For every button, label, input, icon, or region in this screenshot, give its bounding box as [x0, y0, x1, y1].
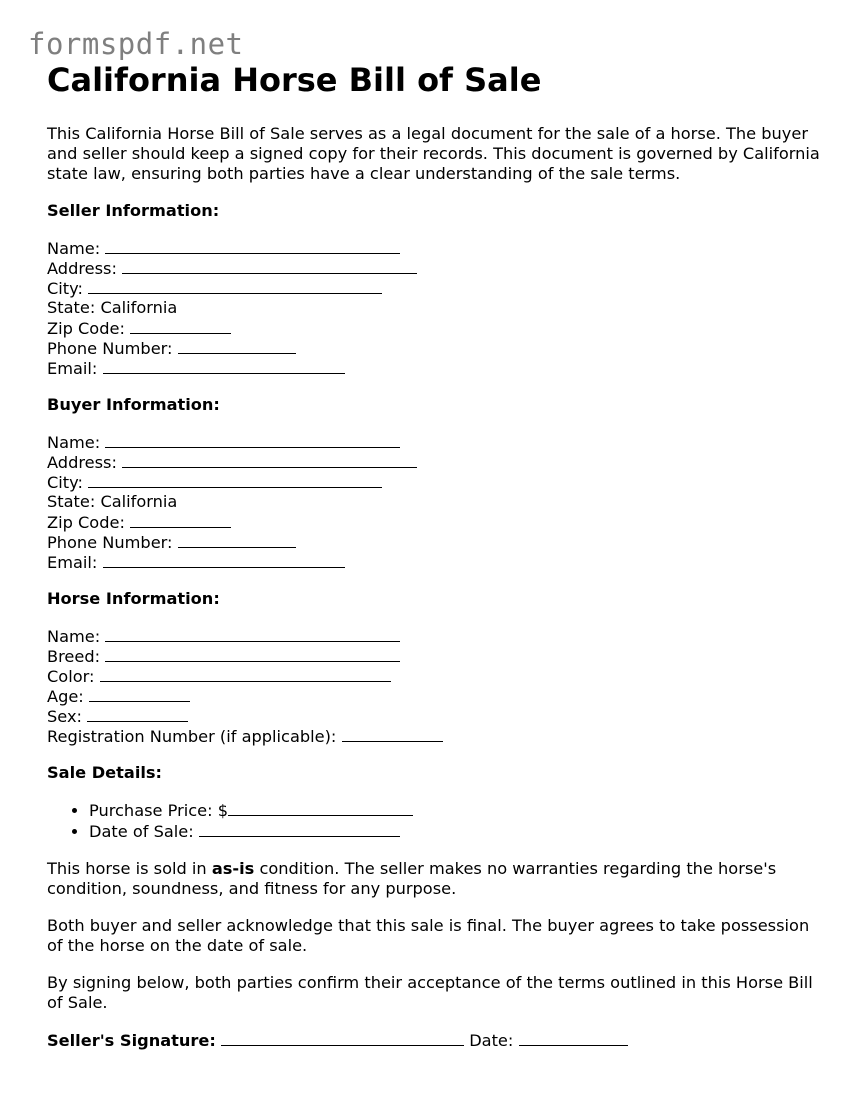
horse-fields — [47, 626, 827, 746]
seller-email-label: Email: — [47, 359, 98, 378]
seller-email-row — [47, 358, 827, 378]
horse-age-field[interactable] — [89, 686, 190, 702]
condition-text-after: condition. The seller makes no warranties regarding the horse's condition, soundness, and fitness for any purpose. — [47, 859, 777, 898]
horse-registration-field[interactable] — [342, 726, 443, 742]
horse-color-row — [47, 666, 827, 686]
seller-state-row — [47, 298, 827, 318]
horse-name-label: Name: — [47, 627, 101, 646]
seller-signature-date-label: Date: — [469, 1031, 514, 1050]
horse-age-label: Age: — [47, 687, 84, 706]
horse-sex-row — [47, 706, 827, 726]
seller-name-field[interactable] — [105, 238, 400, 254]
condition-text-before: This horse is sold in — [47, 859, 212, 878]
horse-color-label: Color: — [47, 667, 95, 686]
buyer-email-row — [47, 552, 827, 572]
purchase-price-field[interactable] — [228, 800, 413, 816]
as-is-emphasis: as-is — [211, 859, 255, 878]
sale-heading: Sale Details: — [47, 763, 163, 782]
seller-address-field[interactable] — [122, 258, 417, 274]
horse-breed-field[interactable] — [105, 646, 400, 662]
seller-name-row — [47, 238, 827, 258]
seller-signature-row — [47, 1030, 827, 1051]
condition-paragraph — [47, 859, 827, 899]
buyer-name-field[interactable] — [105, 432, 400, 448]
purchase-price-item — [89, 800, 827, 821]
buyer-state-row — [47, 492, 827, 512]
seller-heading: Seller Information: — [47, 201, 220, 220]
buyer-heading: Buyer Information: — [47, 395, 220, 414]
buyer-phone-row — [47, 532, 827, 552]
seller-city-field[interactable] — [88, 278, 382, 294]
buyer-address-field[interactable] — [122, 452, 417, 468]
seller-city-row — [47, 278, 827, 298]
horse-color-field[interactable] — [100, 666, 391, 682]
intro-paragraph: This California Horse Bill of Sale serves as a legal document for the sale of a horse. The buyer and seller should keep a signed copy for their records. This document is governed by California state law, ensuring both parties have a clear understanding of the sale terms. — [47, 124, 820, 183]
buyer-name-label: Name: — [47, 433, 101, 452]
seller-phone-field[interactable] — [178, 338, 296, 354]
date-of-sale-item — [89, 821, 827, 842]
seller-email-field[interactable] — [103, 358, 345, 374]
buyer-address-label: Address: — [47, 453, 117, 472]
purchase-price-label: Purchase Price: $ — [89, 801, 229, 820]
page-title: California Horse Bill of Sale — [47, 61, 542, 99]
final-sale-paragraph: Both buyer and seller acknowledge that this sale is final. The buyer agrees to take possession of the horse on the date of sale. — [47, 916, 810, 955]
date-of-sale-field[interactable] — [199, 821, 400, 837]
horse-age-row — [47, 686, 827, 706]
date-of-sale-label: Date of Sale: — [89, 822, 194, 841]
seller-address-row — [47, 258, 827, 278]
seller-zip-label: Zip Code: — [47, 319, 125, 338]
seller-signature-field[interactable] — [221, 1030, 464, 1046]
buyer-email-label: Email: — [47, 553, 98, 572]
seller-zip-row — [47, 318, 827, 338]
horse-breed-label: Breed: — [47, 647, 101, 666]
horse-registration-row — [47, 726, 827, 746]
horse-name-row — [47, 626, 827, 646]
watermark: formspdf.net — [28, 27, 244, 61]
seller-signature-label: Seller's Signature: — [47, 1031, 216, 1050]
horse-breed-row — [47, 646, 827, 666]
buyer-name-row — [47, 432, 827, 452]
sale-details-list — [47, 800, 827, 842]
horse-sex-label: Sex: — [47, 707, 82, 726]
buyer-phone-label: Phone Number: — [47, 533, 173, 552]
buyer-city-label: City: — [47, 473, 84, 492]
buyer-zip-row — [47, 512, 827, 532]
seller-fields — [47, 238, 827, 378]
seller-address-label: Address: — [47, 259, 117, 278]
seller-zip-field[interactable] — [130, 318, 231, 334]
horse-sex-field[interactable] — [87, 706, 188, 722]
buyer-city-row — [47, 472, 827, 492]
horse-heading: Horse Information: — [47, 589, 220, 608]
document — [47, 58, 827, 1051]
horse-registration-label: Registration Number (if applicable): — [47, 727, 337, 746]
buyer-zip-label: Zip Code: — [47, 513, 125, 532]
horse-name-field[interactable] — [105, 626, 400, 642]
seller-signature-date-field[interactable] — [519, 1030, 628, 1046]
buyer-email-field[interactable] — [103, 552, 345, 568]
buyer-address-row — [47, 452, 827, 472]
buyer-fields — [47, 432, 827, 572]
buyer-phone-field[interactable] — [178, 532, 296, 548]
acceptance-paragraph: By signing below, both parties confirm their acceptance of the terms outlined in this Horse Bill of Sale. — [47, 973, 813, 1012]
buyer-city-field[interactable] — [88, 472, 382, 488]
seller-name-label: Name: — [47, 239, 101, 258]
seller-phone-row — [47, 338, 827, 358]
buyer-zip-field[interactable] — [130, 512, 231, 528]
buyer-state-label: State: California — [47, 492, 178, 511]
seller-state-label: State: California — [47, 298, 178, 317]
seller-city-label: City: — [47, 279, 84, 298]
seller-phone-label: Phone Number: — [47, 339, 173, 358]
